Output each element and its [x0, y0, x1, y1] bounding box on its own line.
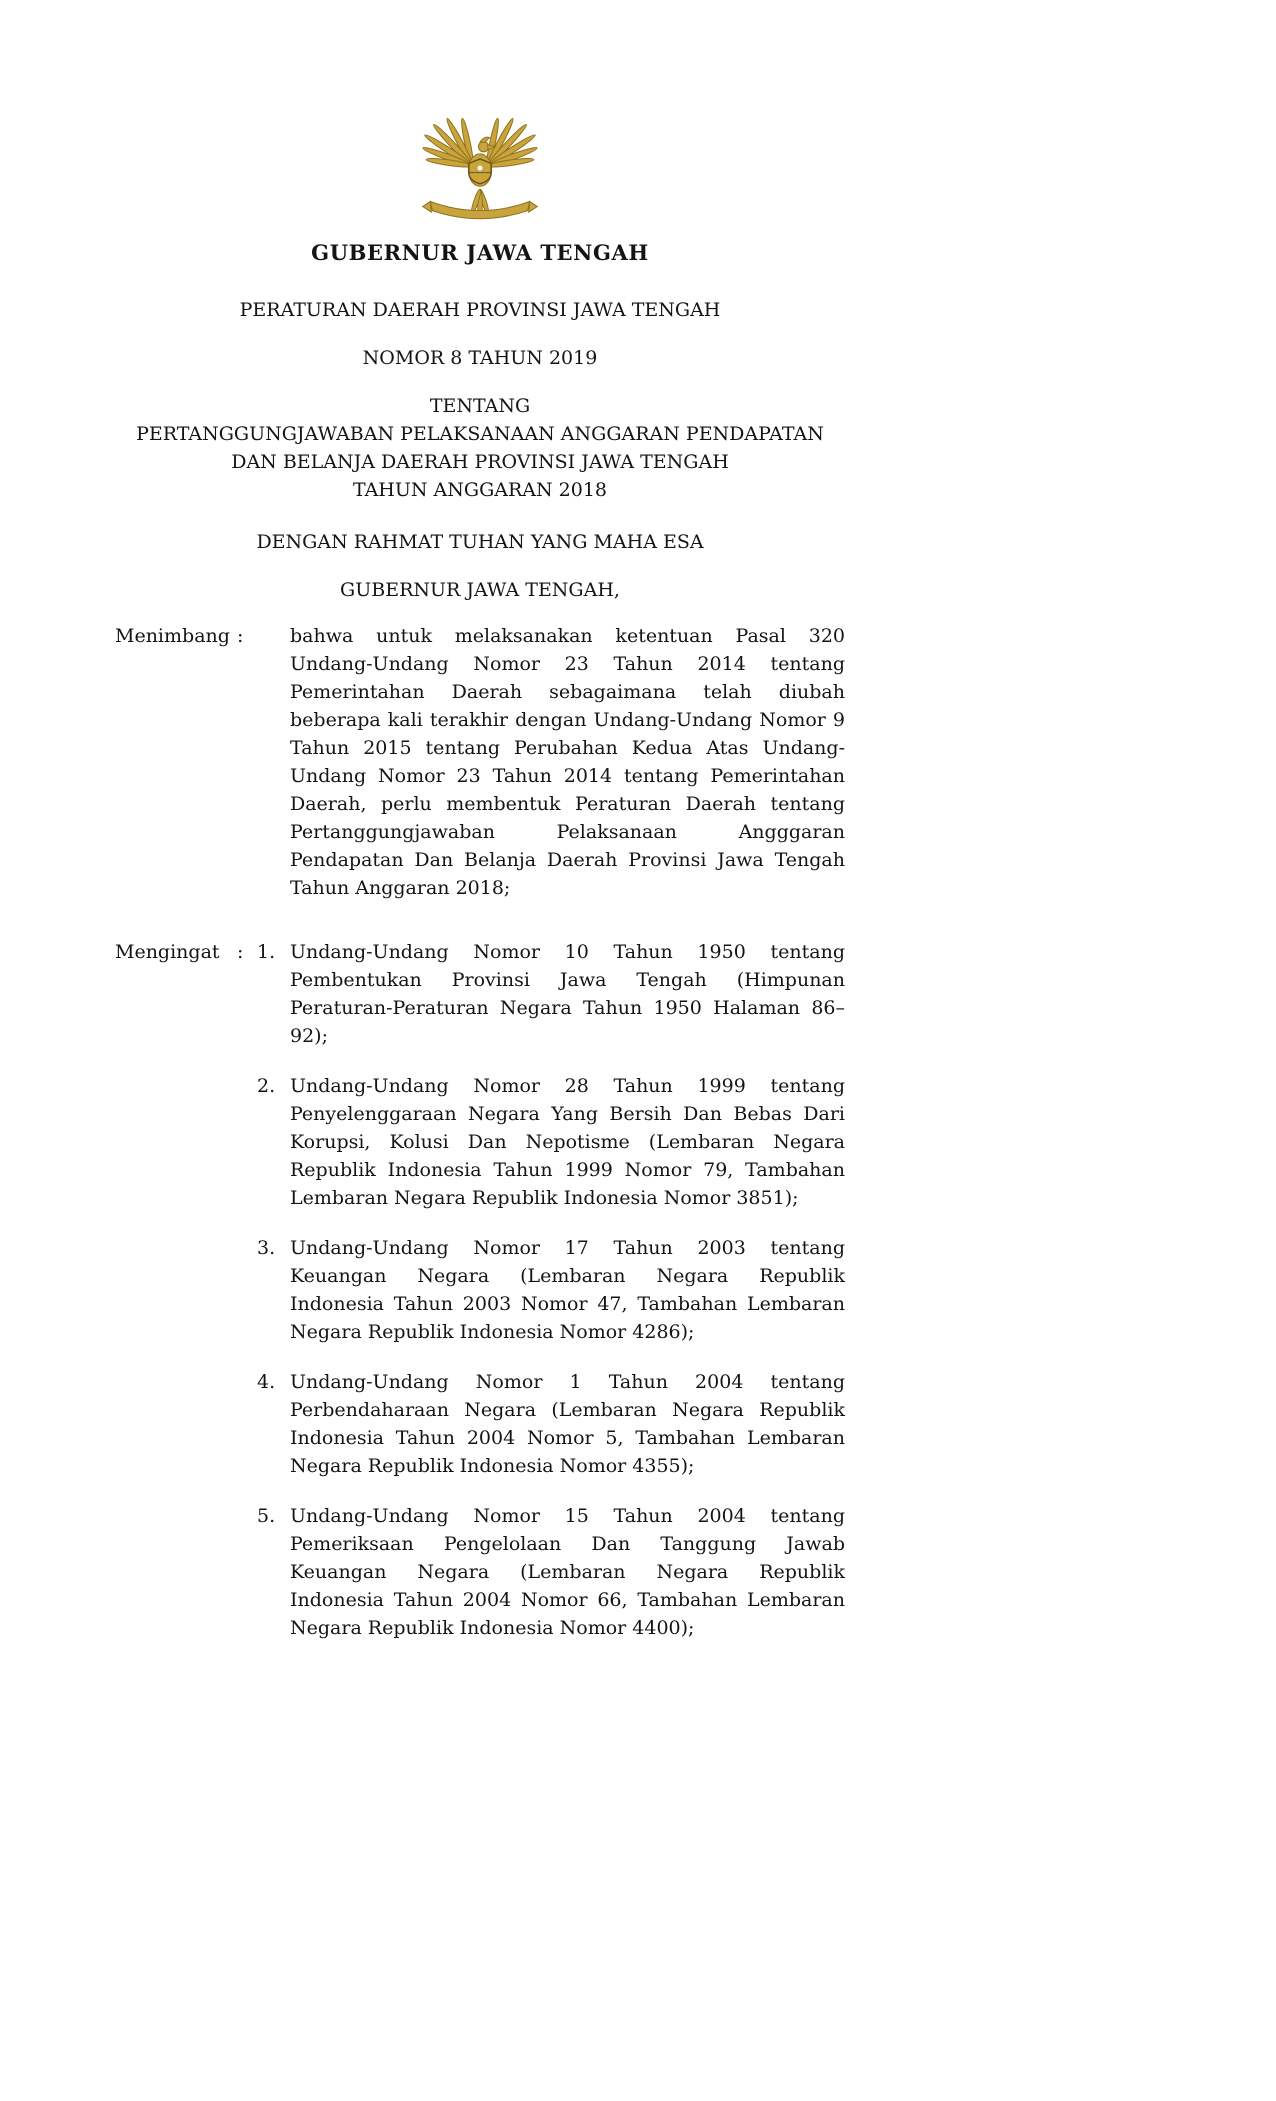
mengingat-section	[115, 938, 845, 1050]
document-title: PERATURAN DAERAH PROVINSI JAWA TENGAH	[239, 299, 721, 321]
menimbang-text: bahwa untuk melaksanakan ketentuan Pasal 320 Undang-Undang Nomor 23 Tahun 2014 tentang Pemerintahan Daerah sebagaimana telah diubah beberapa kali terakhir dengan Undang-Undang Nomor 9 Tahun 2015 tentang Perubahan Kedua Atas Undang-Undang Nomor 23 Tahun 2014 tentang Pemerintahan Daerah, perlu membentuk Peraturan Daerah tentang Pertanggungjawaban Pelaksanaan Angggaran Pendapatan Dan Belanja Daerah Provinsi Jawa Tengah Tahun Anggaran 2018;	[290, 625, 845, 899]
mengingat-item-number: 1.	[257, 941, 276, 963]
garuda-pancasila-icon	[404, 104, 556, 228]
mengingat-item-number: 2.	[257, 1075, 276, 1097]
mengingat-item	[115, 1368, 845, 1480]
letterhead-title: GUBERNUR JAWA TENGAH	[311, 240, 649, 265]
menimbang-label: Menimbang	[115, 625, 230, 647]
mengingat-label: Mengingat	[115, 941, 220, 963]
document-subject: PERTANGGUNGJAWABAN PELAKSANAAN ANGGARAN PENDAPATAN DAN BELANJA DAERAH PROVINSI JAWA TENGAH	[136, 423, 824, 473]
mengingat-item-number: 4.	[257, 1371, 276, 1393]
preamble-sections	[115, 622, 845, 1642]
mengingat-item-text: Undang-Undang Nomor 1 Tahun 2004 tentang Perbendaharaan Negara (Lembaran Negara Republik Indonesia Tahun 2004 Nomor 5, Tambahan Lembaran Negara Republik Indonesia Nomor 4355);	[290, 1371, 845, 1477]
menimbang-colon: :	[237, 625, 244, 647]
mengingat-item-text: Undang-Undang Nomor 28 Tahun 1999 tentang Penyelenggaraan Negara Yang Bersih Dan Bebas Dari Korupsi, Kolusi Dan Nepotisme (Lembaran Negara Republik Indonesia Tahun 1999 Nomor 79, Tambahan Lembaran Negara Republik Indonesia Nomor 3851);	[290, 1075, 845, 1209]
invocation: DENGAN RAHMAT TUHAN YANG MAHA ESA	[256, 531, 704, 553]
mengingat-item-text: Undang-Undang Nomor 10 Tahun 1950 tentang Pembentukan Provinsi Jawa Tengah (Himpunan Peraturan-Peraturan Negara Tahun 1950 Halaman 86–92);	[290, 941, 845, 1047]
mengingat-item-number: 3.	[257, 1237, 276, 1259]
mengingat-item	[115, 1502, 845, 1642]
mengingat-item-text: Undang-Undang Nomor 17 Tahun 2003 tentang Keuangan Negara (Lembaran Negara Republik Indonesia Tahun 2003 Nomor 47, Tambahan Lembaran Negara Republik Indonesia Nomor 4286);	[290, 1237, 845, 1343]
issuer: GUBERNUR JAWA TENGAH,	[340, 579, 620, 601]
emblem-container	[115, 104, 845, 228]
document-number: NOMOR 8 TAHUN 2019	[362, 347, 598, 369]
mengingat-item	[115, 1234, 845, 1346]
mengingat-item-text: Undang-Undang Nomor 15 Tahun 2004 tentang Pemeriksaan Pengelolaan Dan Tanggung Jawab Keuangan Negara (Lembaran Negara Republik Indonesia Tahun 2004 Nomor 66, Tambahan Lembaran Negara Republik Indonesia Nomor 4400);	[290, 1505, 845, 1639]
menimbang-section	[115, 622, 845, 902]
fiscal-year: TAHUN ANGGARAN 2018	[352, 479, 608, 501]
mengingat-item	[115, 1072, 845, 1212]
document-content	[115, 104, 845, 1642]
mengingat-item-number: 5.	[257, 1505, 276, 1527]
mengingat-colon: :	[237, 941, 244, 963]
tentang-label: TENTANG	[429, 395, 531, 417]
